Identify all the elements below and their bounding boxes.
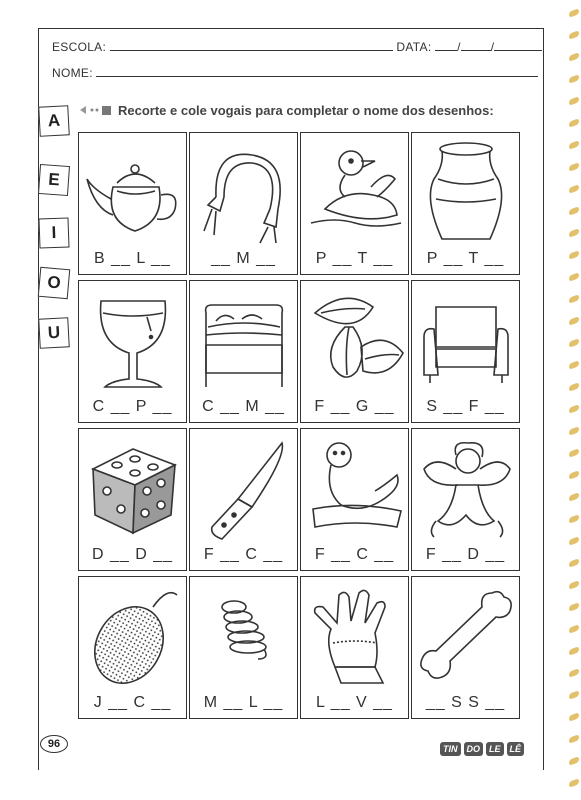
card-dice [78, 428, 187, 571]
spiral-ring [569, 140, 579, 150]
glass-icon [83, 287, 183, 395]
brand-part: LE [486, 742, 504, 756]
spiral-ring [569, 250, 579, 260]
spiral-ring [569, 316, 579, 326]
brand-part: TIN [440, 742, 461, 756]
spiral-ring [569, 96, 579, 106]
card-vase [411, 132, 520, 275]
word-prompt: M __ L __ [203, 694, 284, 711]
card-bone [411, 576, 520, 719]
brand-logo [440, 742, 524, 756]
word-prompt: F __ C __ [203, 546, 284, 563]
word-prompt: F __ C __ [314, 546, 395, 563]
spiral-ring [569, 404, 579, 414]
spiral-ring [569, 338, 579, 348]
name-row [52, 66, 538, 80]
spiral-ring [569, 184, 579, 194]
spiral-ring [569, 558, 579, 568]
spiral-ring [569, 536, 579, 546]
name-field[interactable] [96, 66, 538, 77]
spiral-ring [569, 646, 579, 656]
strap-icon [194, 139, 294, 247]
fairy-icon [416, 435, 516, 543]
word-prompt: F __ D __ [425, 546, 506, 563]
bone-icon [416, 583, 516, 691]
spiral-ring [569, 228, 579, 238]
vowel-tile-i[interactable]: I [38, 217, 69, 248]
spiral-ring [569, 162, 579, 172]
card-duck [300, 132, 409, 275]
spiral-ring [569, 470, 579, 480]
card-jackfruit [78, 576, 187, 719]
school-date-row [52, 40, 542, 54]
knife-icon [194, 435, 294, 543]
date-separator: / [457, 40, 461, 54]
seal-icon [305, 435, 405, 543]
word-prompt: L __ V __ [316, 694, 393, 711]
school-field[interactable] [110, 40, 393, 51]
brand-part: LÊ [507, 742, 525, 756]
card-sofa [411, 280, 520, 423]
vowel-tile-e[interactable]: E [38, 164, 70, 196]
spiral-ring [569, 778, 579, 788]
word-prompt: C __ P __ [92, 398, 173, 415]
date-separator: / [490, 40, 495, 54]
vowel-tile-a[interactable]: A [38, 105, 70, 137]
date-label: DATA: [396, 40, 432, 54]
jackfruit-icon [83, 583, 183, 691]
word-prompt: J __ C __ [93, 694, 172, 711]
spiral-ring [569, 514, 579, 524]
card-fairy [411, 428, 520, 571]
spiral-ring [569, 206, 579, 216]
spiral-ring [569, 382, 579, 392]
scissors-dashes-icon [78, 103, 114, 117]
page-number: 96 [40, 735, 68, 753]
bed-icon [194, 287, 294, 395]
glove-icon [305, 583, 405, 691]
spiral-ring [569, 52, 579, 62]
spiral-ring [569, 690, 579, 700]
onion-icon [305, 287, 405, 395]
spiral-ring [569, 118, 579, 128]
card-strap [189, 132, 298, 275]
vase-icon [416, 139, 516, 247]
spring-icon [194, 583, 294, 691]
spiral-ring [569, 712, 579, 722]
word-prompt: S __ F __ [426, 398, 505, 415]
word-prompt: C __ M __ [202, 398, 285, 415]
spiral-ring [569, 624, 579, 634]
spiral-ring [569, 492, 579, 502]
spiral-ring [569, 272, 579, 282]
sofa-icon [416, 287, 516, 395]
word-prompt: __ S S __ [425, 694, 506, 711]
brand-part: DO [464, 742, 484, 756]
card-glove [300, 576, 409, 719]
name-label: NOME: [52, 66, 93, 80]
school-label: ESCOLA: [52, 40, 107, 54]
spiral-ring [569, 448, 579, 458]
word-prompt: __ M __ [211, 250, 276, 267]
spiral-ring [569, 360, 579, 370]
vowel-tile-u[interactable]: U [38, 317, 70, 349]
spiral-ring [569, 426, 579, 436]
spiral-ring [569, 668, 579, 678]
teapot-icon [83, 139, 183, 247]
word-prompt: F __ G __ [314, 398, 395, 415]
spiral-binding [567, 0, 581, 800]
spiral-ring [569, 580, 579, 590]
date-year-field[interactable] [494, 40, 542, 51]
card-teapot [78, 132, 187, 275]
duck-icon [305, 139, 405, 247]
word-prompt: P __ T __ [426, 250, 505, 267]
card-bed [189, 280, 298, 423]
spiral-ring [569, 30, 579, 40]
spiral-ring [569, 756, 579, 766]
instruction-text: Recorte e cole vogais para completar o nome dos desenhos: [118, 103, 494, 118]
card-seal [300, 428, 409, 571]
spiral-ring [569, 294, 579, 304]
date-day-field[interactable] [435, 40, 457, 51]
dice-icon [83, 435, 183, 543]
word-prompt: D __ D __ [91, 546, 174, 563]
card-glass [78, 280, 187, 423]
card-spring [189, 576, 298, 719]
vowel-tile-o[interactable]: O [38, 267, 71, 300]
spiral-ring [569, 734, 579, 744]
spiral-ring [569, 74, 579, 84]
date-month-field[interactable] [461, 40, 491, 51]
word-prompt: P __ T __ [315, 250, 394, 267]
spiral-ring [569, 8, 579, 18]
card-knife [189, 428, 298, 571]
word-prompt: B __ L __ [94, 250, 171, 267]
card-onion [300, 280, 409, 423]
spiral-ring [569, 602, 579, 612]
